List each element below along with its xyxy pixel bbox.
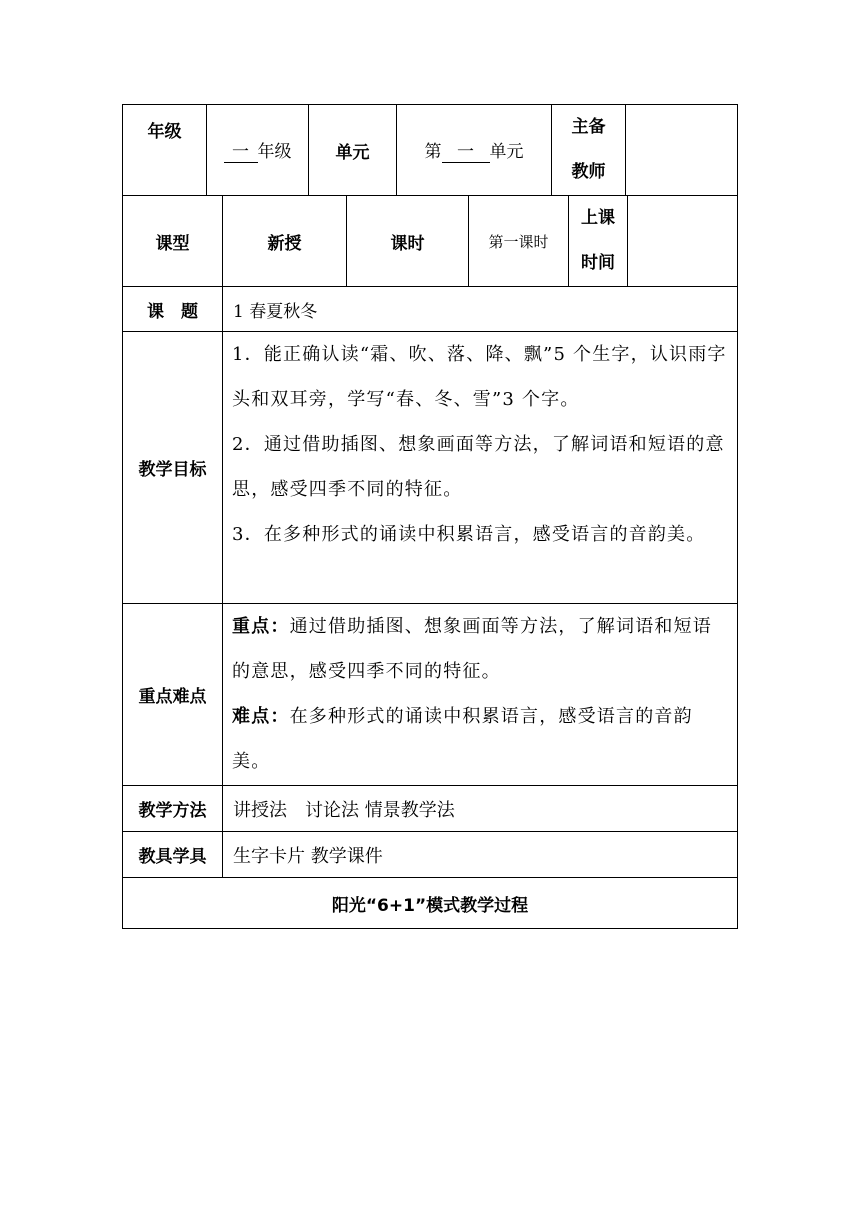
difficulty-text: 在多种形式的诵读中积累语言，感受语言的音韵美。 <box>232 706 693 772</box>
type-value: 新授 <box>222 196 346 286</box>
teacher-value <box>625 105 737 195</box>
grade-suffix: 年级 <box>257 142 292 162</box>
objectives-label: 教学目标 <box>138 460 207 480</box>
grade-label: 年级 <box>147 122 182 142</box>
teacher-label-line2: 教师 <box>571 162 606 182</box>
topic-value: 1 春夏秋冬 <box>222 287 737 331</box>
time-value <box>627 196 737 286</box>
key-point-text: 通过借助插图、想象画面等方法，了解词语和短语的意思，感受四季不同的特征。 <box>232 616 713 682</box>
tools-label: 教具学具 <box>138 847 207 867</box>
process-title: 阳光“6+1”模式教学过程 <box>331 895 529 916</box>
teacher-label-line1: 主备 <box>571 117 606 137</box>
tools-value: 生字卡片 教学课件 <box>222 832 737 877</box>
key-points-label: 重点难点 <box>138 687 207 707</box>
row-methods <box>122 785 738 831</box>
row-type-period <box>122 195 738 286</box>
time-label <box>568 196 627 286</box>
row-topic <box>122 286 738 331</box>
objective-item: 3．在多种形式的诵读中积累语言，感受语言的音韵美。 <box>232 524 706 545</box>
row-process-title <box>122 877 738 929</box>
unit-value-cell <box>396 105 551 195</box>
time-label-line2: 时间 <box>581 253 615 273</box>
difficulty-point <box>232 694 729 784</box>
period-value: 第一课时 <box>468 196 568 286</box>
row-tools <box>122 831 738 877</box>
topic-label: 课 题 <box>147 301 198 322</box>
lesson-plan-table <box>122 104 738 929</box>
difficulty-label: 难点： <box>232 706 290 727</box>
objective-item: 2．通过借助插图、想象画面等方法，了解词语和短语的意思，感受四季不同的特征。 <box>232 434 725 500</box>
row-objectives <box>122 331 738 603</box>
teacher-label <box>551 105 625 195</box>
row-grade-unit <box>122 104 738 195</box>
key-points-content <box>222 604 737 785</box>
objective-item: 1．能正确认读“霜、吹、落、降、飘”5 个生字，认识雨字头和双耳旁，学写“春、冬、雪”3 个字。 <box>232 344 727 410</box>
methods-value: 讲授法 讨论法 情景教学法 <box>222 786 737 831</box>
unit-label: 单元 <box>308 105 396 195</box>
period-label: 课时 <box>346 196 468 286</box>
time-label-line1: 上课 <box>581 208 615 228</box>
row-key-points <box>122 603 738 785</box>
grade-value: 一 <box>224 142 258 163</box>
key-point-label: 重点： <box>232 616 290 637</box>
methods-label: 教学方法 <box>138 801 207 821</box>
type-label: 课型 <box>155 233 190 254</box>
objectives-list <box>222 332 737 603</box>
unit-prefix: 第 <box>424 142 442 162</box>
unit-suffix: 单元 <box>489 142 524 162</box>
key-point <box>232 604 729 694</box>
grade-value-cell <box>206 105 308 195</box>
unit-value: 一 <box>442 142 490 163</box>
